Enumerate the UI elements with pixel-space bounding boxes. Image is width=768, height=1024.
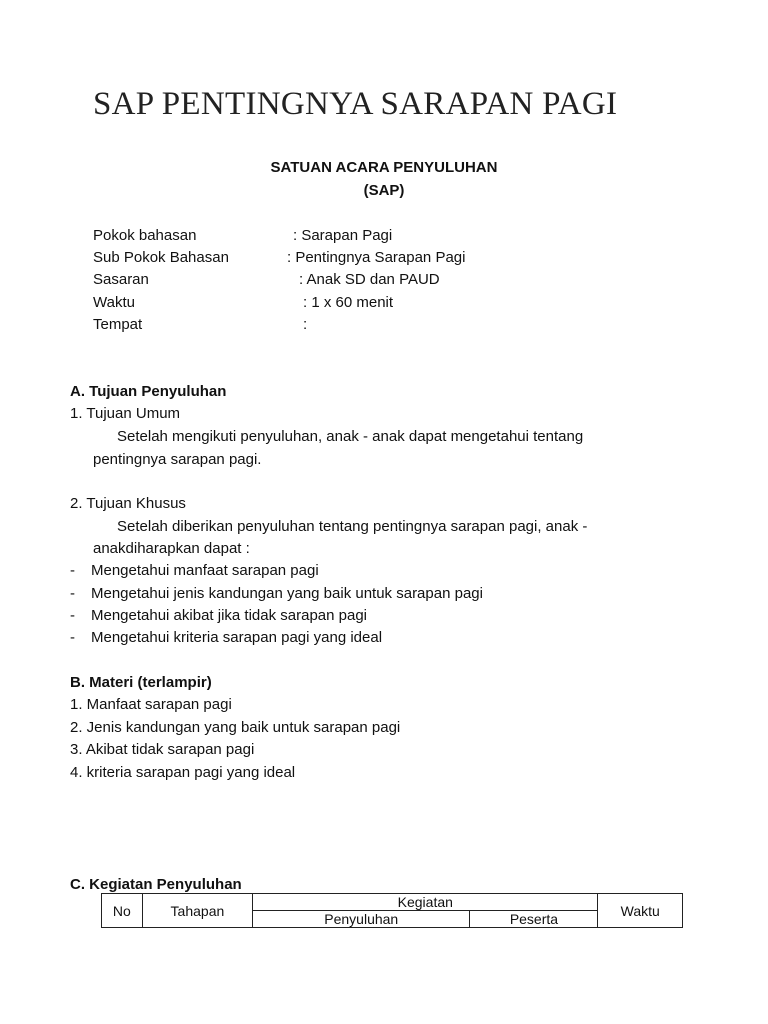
bullet-marker: - bbox=[70, 607, 75, 624]
info-value: : bbox=[303, 316, 308, 333]
section-a-heading: A. Tujuan Penyuluhan bbox=[70, 383, 227, 400]
header-peserta: Peserta bbox=[470, 911, 598, 928]
bullet-item: Mengetahui jenis kandungan yang baik untuk sarapan pagi bbox=[91, 585, 483, 602]
list-item: 1. Manfaat sarapan pagi bbox=[70, 696, 232, 713]
subtitle-abbr: (SAP) bbox=[363, 182, 405, 199]
list-item: 2. Tujuan Khusus bbox=[70, 495, 186, 512]
info-value: : 1 x 60 menit bbox=[303, 294, 394, 311]
subtitle: SATUAN ACARA PENYULUHAN bbox=[270, 159, 498, 176]
paragraph: Setelah mengikuti penyuluhan, anak - anak dapat mengetahui tentang bbox=[117, 428, 584, 445]
info-label: Sub Pokok Bahasan bbox=[93, 249, 229, 266]
info-label: Tempat bbox=[93, 316, 143, 333]
document-title: SAP PENTINGNYA SARAPAN PAGI bbox=[93, 86, 618, 122]
list-item: 2. Jenis kandungan yang baik untuk sarapan pagi bbox=[70, 719, 401, 736]
info-label: Pokok bahasan bbox=[93, 227, 197, 244]
list-item: 4. kriteria sarapan pagi yang ideal bbox=[70, 764, 296, 781]
paragraph: pentingnya sarapan pagi. bbox=[93, 451, 262, 468]
header-waktu: Waktu bbox=[598, 894, 683, 928]
info-value: : Pentingnya Sarapan Pagi bbox=[287, 249, 466, 266]
bullet-item: Mengetahui kriteria sarapan pagi yang ideal bbox=[91, 629, 383, 646]
header-tahapan: Tahapan bbox=[142, 894, 252, 928]
header-penyuluhan: Penyuluhan bbox=[253, 911, 470, 928]
section-b-heading: B. Materi (terlampir) bbox=[70, 674, 212, 691]
info-label: Sasaran bbox=[93, 271, 149, 288]
info-value: : Sarapan Pagi bbox=[293, 227, 393, 244]
kegiatan-table bbox=[101, 893, 683, 928]
list-item: 3. Akibat tidak sarapan pagi bbox=[70, 741, 255, 758]
info-value: : Anak SD dan PAUD bbox=[299, 271, 440, 288]
bullet-marker: - bbox=[70, 629, 75, 646]
section-c-heading: C. Kegiatan Penyuluhan bbox=[70, 876, 242, 893]
paragraph: anakdiharapkan dapat : bbox=[93, 540, 250, 557]
bullet-marker: - bbox=[70, 562, 75, 579]
list-item: 1. Tujuan Umum bbox=[70, 405, 181, 422]
info-label: Waktu bbox=[93, 294, 135, 311]
paragraph: Setelah diberikan penyuluhan tentang pentingnya sarapan pagi, anak - bbox=[117, 518, 588, 535]
header-no: No bbox=[102, 894, 143, 928]
bullet-marker: - bbox=[70, 585, 75, 602]
bullet-item: Mengetahui manfaat sarapan pagi bbox=[91, 562, 319, 579]
bullet-item: Mengetahui akibat jika tidak sarapan pagi bbox=[91, 607, 368, 624]
header-kegiatan: Kegiatan bbox=[253, 894, 598, 911]
